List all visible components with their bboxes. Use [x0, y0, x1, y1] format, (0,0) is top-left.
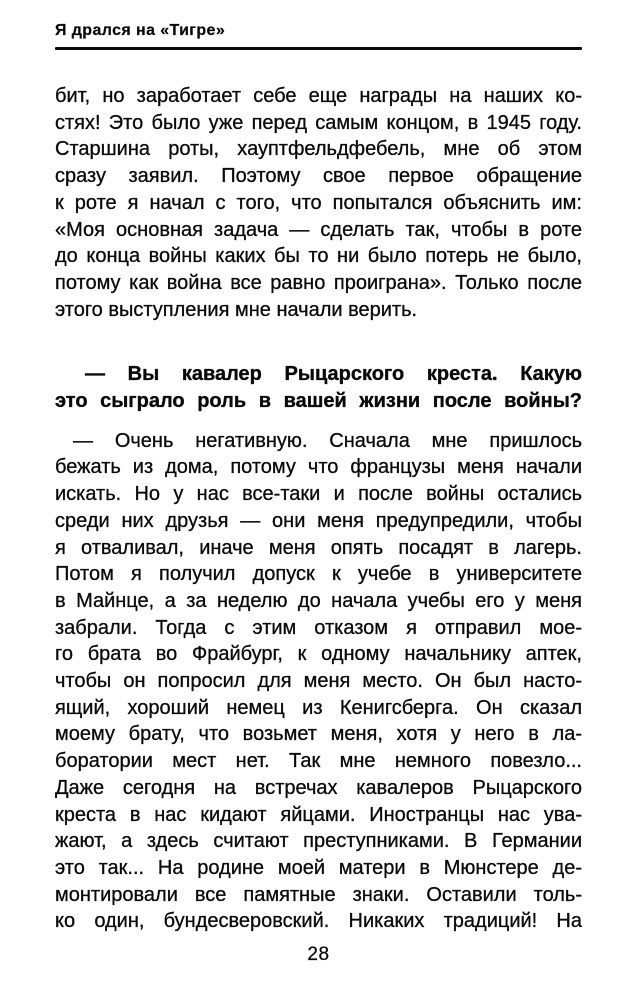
text-line: это так... На родине моей матери в Мюнстере де- [55, 856, 582, 879]
text-line: боратории мест нет. Так мне немного повезло... [55, 750, 582, 773]
text-line: го брата во Фрайбург, к одному начальнику аптек, [55, 643, 582, 666]
text-line: Старшина роты, хауптфельдфебель, мне об этом [55, 138, 582, 161]
page-body [55, 83, 582, 935]
text-line: бежать из дома, потому что французы меня начали [55, 456, 582, 479]
text-line: искать. Но у нас все-таки и после войны остались [55, 483, 582, 506]
text-line: стях! Это было уже перед самым концом, в 1945 году. [55, 111, 582, 134]
text-line: в Майнце, а за неделю до начала учебы его у меня [55, 589, 582, 612]
page-footer [0, 944, 637, 966]
page-number: 28 [307, 944, 330, 965]
text-line: «Моя основная задача — сделать так, чтобы в роте [55, 218, 582, 241]
question-paragraph [55, 361, 582, 414]
text-line: я отваливал, иначе меня опять посадят в лагерь. [55, 536, 582, 559]
text-line: монтировали все памятные знаки. Оставили толь- [55, 883, 582, 906]
text-line: забрали. Тогда с этим отказом я отправил мое- [55, 616, 582, 639]
text-line: сразу заявил. Поэтому свое первое обращение [55, 165, 582, 188]
text-line: моему брату, что возьмет меня, хотя у него в ла- [55, 723, 582, 746]
answer-paragraph [55, 428, 582, 935]
text-line: этого выступления мне начали верить. [55, 298, 418, 321]
text-line: потому как война все равно проиграна». Только после [55, 271, 582, 294]
text-line: до конца войны каких бы то ни было потерь не было, [55, 245, 582, 268]
text-line: — Очень негативную. Сначала мне пришлось [73, 429, 582, 452]
text-line: креста в нас кидают яйцами. Иностранцы нас ува- [55, 803, 582, 826]
header-rule [55, 47, 582, 50]
running-header [55, 22, 582, 50]
text-line: среди них друзья — они меня предупредили, чтобы [55, 509, 582, 532]
text-line: Даже сегодня на встречах кавалеров Рыцарского [55, 776, 582, 799]
text-line: — Вы кавалер Рыцарского креста. Какую [85, 363, 582, 386]
text-line: ко один, бундесверовский. Никаких традиций! На [55, 910, 582, 933]
text-line: ящий, хороший немец из Кенигсберга. Он сказал [55, 696, 582, 719]
text-line: бит, но заработает себе еще награды на наших ко- [55, 85, 582, 107]
text-line: это сыграло роль в вашей жизни после войны? [55, 390, 582, 413]
running-header-title: Я дрался на «Тигре» [55, 22, 226, 39]
text-line: чтобы он попросил для меня место. Он был насто- [55, 670, 582, 693]
text-line: к роте я начал с того, что попытался объяснить им: [55, 191, 582, 214]
body-paragraph [55, 83, 582, 323]
text-line: Потом я получил допуск к учебе в университете [55, 563, 582, 586]
text-line: жают, а здесь считают преступниками. В Германии [55, 830, 582, 853]
